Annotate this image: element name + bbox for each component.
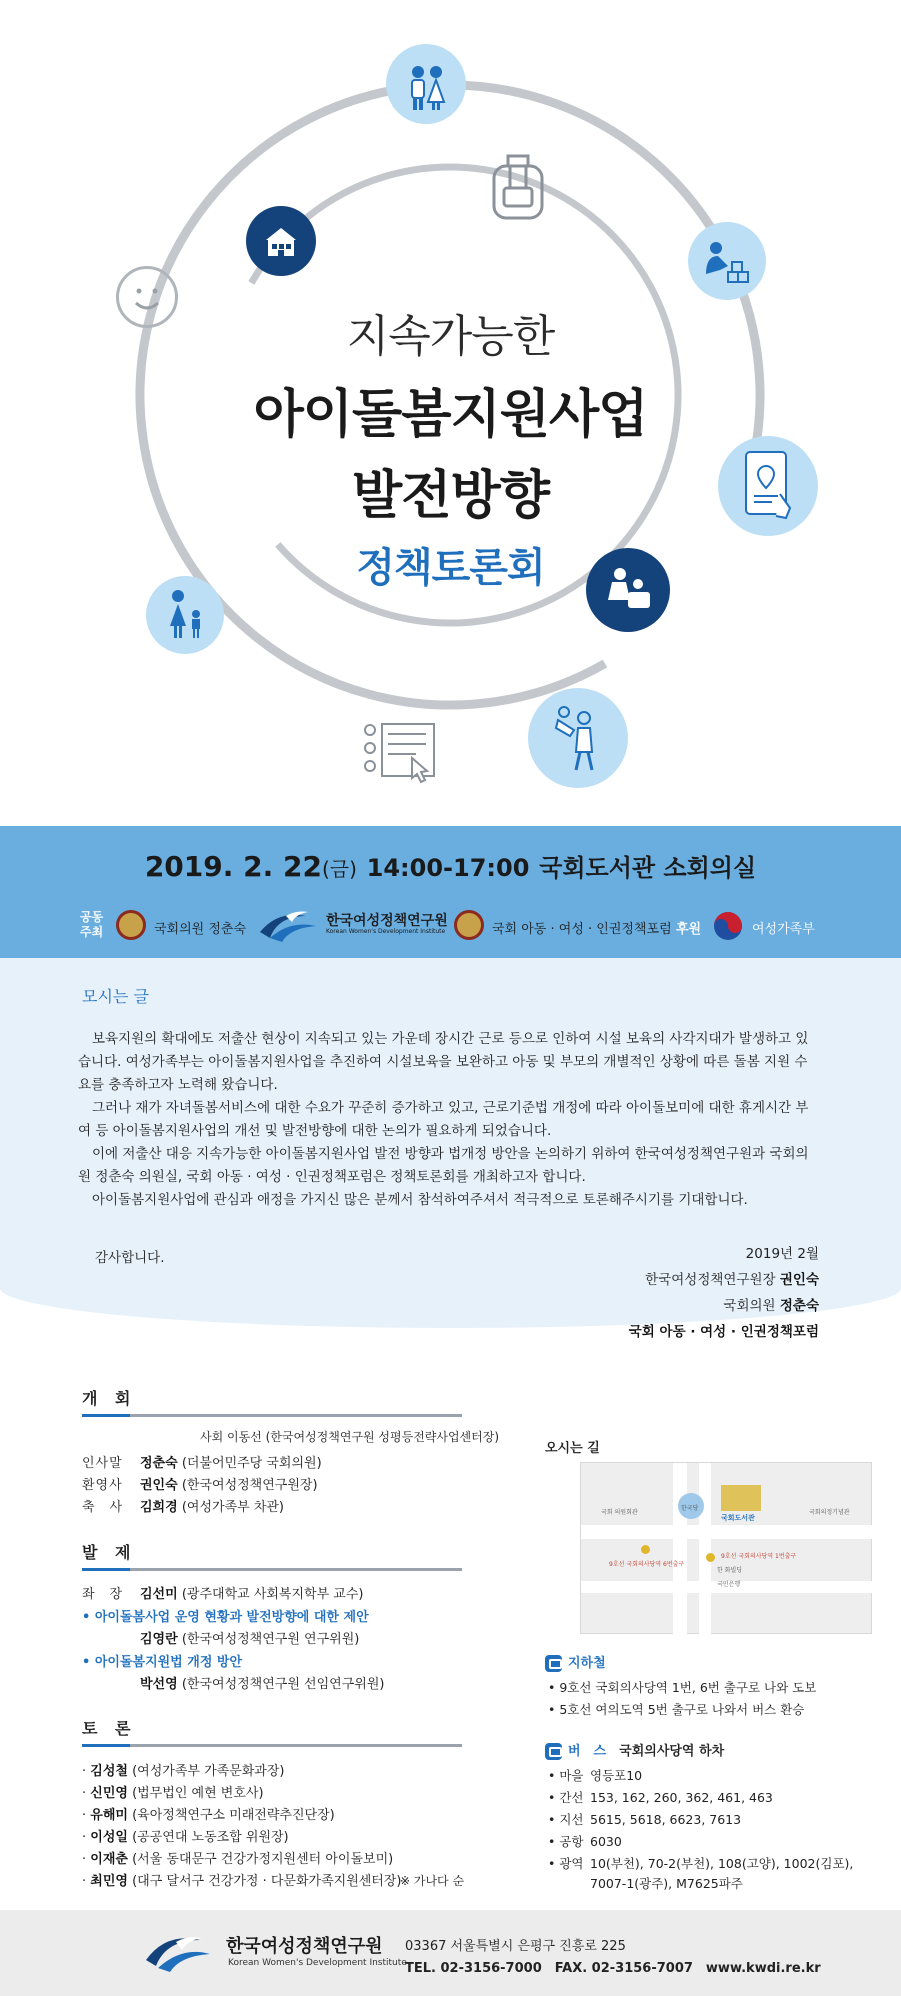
host-2-en: Korean Women's Development Institute xyxy=(326,928,446,935)
event-venue: 국회도서관 소회의실 xyxy=(539,854,757,882)
event-time: 14:00-17:00 xyxy=(366,854,530,882)
signer-3: 국회 아동 · 여성 · 인권정책포럼 xyxy=(628,1324,819,1340)
subway-heading: 지하철 xyxy=(545,1652,606,1672)
kwdi-footer-logo-icon xyxy=(142,1932,212,1974)
map-label: 국회도서관 xyxy=(721,1514,755,1522)
hero-section xyxy=(0,0,901,826)
invitation-section xyxy=(0,958,901,1340)
panelist: · 유해미 (육아정책연구소 미래전략추진단장) xyxy=(82,1808,335,1823)
presenter-2: 박선영 (한국여성정책연구원 선임연구위원) xyxy=(140,1677,385,1692)
panelist: · 김성철 (여성가족부 가족문화과장) xyxy=(82,1764,285,1779)
opening-heading: 개 회 xyxy=(82,1389,137,1408)
topic-2: • 아이돌봄지원법 개정 방안 xyxy=(82,1655,243,1670)
bus-route: • 광역 10(부천), 70-2(부천), 108(고양), 1002(김포), xyxy=(548,1856,854,1871)
topic-1: • 아이돌봄사업 운영 현황과 발전방향에 대한 제안 xyxy=(82,1610,369,1625)
checklist-icon xyxy=(360,718,440,790)
presenter-1: 김영란 (한국여성정책연구원 연구위원) xyxy=(140,1632,360,1647)
national-assembly-seal-icon xyxy=(116,910,146,940)
invitation-paragraph: 아이돌봄지원사업에 관심과 애정을 가지신 많은 분께서 참석하여주셔서 적극적으로 토론해주시기를 기대합니다. xyxy=(92,1192,748,1208)
discussion-rule xyxy=(82,1744,462,1747)
event-date: 2019. 2. 22 xyxy=(144,850,322,883)
title-line-4: 정책토론회 xyxy=(356,545,545,591)
opening-rule xyxy=(82,1414,462,1417)
bus-heading: 버 스 국회의사당역 하차 xyxy=(545,1740,724,1760)
opening-row-congrats: 축 사 김희경 (여성가족부 차관) xyxy=(82,1500,285,1515)
map-road xyxy=(581,1525,873,1539)
bus-route-cont: 7007-1(광주), M7625파주 xyxy=(590,1876,743,1891)
invitation-signature xyxy=(629,1241,819,1345)
invitation-date: 2019년 2월 xyxy=(745,1246,819,1262)
event-info-bar xyxy=(0,826,901,958)
bus-route: • 간선 153, 162, 260, 362, 461, 463 xyxy=(548,1790,773,1805)
cohost-label xyxy=(80,910,103,940)
presentation-rule xyxy=(82,1568,462,1571)
chair-row: 좌 장 김선미 (광주대학교 사회복지학부 교수) xyxy=(82,1587,364,1602)
bus-route: • 지선 5615, 5618, 6623, 7613 xyxy=(548,1812,742,1827)
sponsor: 여성가족부 xyxy=(752,922,815,937)
map-label: 한 화빌딩 xyxy=(717,1567,743,1574)
host-2: 한국여성정책연구원 xyxy=(326,913,448,929)
title-line-2: 아이돌봄지원사업 xyxy=(253,385,648,445)
title-line-1: 지속가능한 xyxy=(346,311,555,362)
host-3: 국회 아동 · 여성 · 인권정책포럼 xyxy=(492,922,672,937)
map-library-building-icon xyxy=(721,1485,761,1511)
footer xyxy=(0,1910,901,1996)
title-line-3: 발전방향 xyxy=(352,466,549,526)
blocks-play-icon xyxy=(688,222,766,300)
footer-org-name-en: Korean Women's Development Institute xyxy=(228,1958,407,1968)
subway-route: • 9호선 국회의사당역 1번, 6번 출구로 나와 도보 xyxy=(548,1680,817,1695)
cohost-label-2: 주최 xyxy=(80,925,104,939)
directions-title: 오시는 길 xyxy=(545,1441,600,1456)
footer-contact: TEL. 02-3156-7000 FAX. 02-3156-7007 www.kwdi.re.kr xyxy=(405,1961,821,1976)
invitation-paragraph: 보육지원의 확대에도 저출산 현상이 지속되고 있는 가운데 장시간 근로 등으로 인하여 시설 보육의 사각지대가 발생하고 있습니다. 여성가족부는 아이돌봄지원사업을 추진하여 시설보육을 보완하고 아동 및 부모의 개별적인 상황에 따른 돌봄 지원 수요를 충족하고자 노력해 왔습니다. xyxy=(78,1031,809,1093)
taegeuk-icon xyxy=(712,910,744,942)
invitation-paragraph: 그러나 재가 자녀돌봄서비스에 대한 수요가 꾸준히 증가하고 있고, 근로기준법 개정에 따라 아이돌보미에 대한 휴게시간 부여 등 아이돌봄지원사업의 개선 및 발전방향에 대한 논의가 필요하게 되었습니다. xyxy=(78,1100,809,1139)
subway-route: • 5호선 여의도역 5번 출구로 나와서 버스 환승 xyxy=(548,1702,805,1717)
panelist: · 신민영 (법무법인 예현 변호사) xyxy=(82,1786,264,1801)
signer-1: 한국여성정책연구원장 권인숙 xyxy=(645,1272,819,1288)
map-label: 국민은행 xyxy=(717,1581,741,1588)
map-subway-exit-icon xyxy=(706,1553,715,1562)
map-label: 한국당 xyxy=(681,1505,699,1512)
bus-route: • 마을 영등포10 xyxy=(548,1768,643,1783)
opening-row-greeting: 인사말 정춘숙 (더불어민주당 국회의원) xyxy=(82,1456,322,1471)
sponsor-label: 후원 xyxy=(676,922,702,937)
panelist: · 이성일 (공공연대 노동조합 위원장) xyxy=(82,1830,289,1845)
signer-2: 국회의원 정춘숙 xyxy=(723,1298,819,1314)
event-datetime xyxy=(0,848,901,883)
map-road xyxy=(699,1463,711,1635)
map-label: 국회의정기념관 xyxy=(809,1509,850,1516)
invitation-body xyxy=(78,1028,820,1212)
map-road xyxy=(673,1463,687,1635)
hero-title xyxy=(150,300,751,593)
school-icon xyxy=(246,206,316,276)
footer-org-name: 한국여성정책연구원 xyxy=(226,1936,383,1957)
panelist: · 이재춘 (서울 동대문구 건강가정지원센터 아이돌보미) xyxy=(82,1852,394,1867)
map-label: 9호선 국회의사당역 1번출구 xyxy=(721,1553,797,1560)
national-assembly-seal-icon-2 xyxy=(454,910,484,940)
map-subway-exit-icon xyxy=(641,1545,650,1554)
backpack-icon xyxy=(486,148,550,224)
kwdi-logo-icon xyxy=(256,908,322,944)
hosts-row xyxy=(0,906,901,946)
moderator: 사회 이동선 (한국여성정책연구원 성평등전략사업센터장) xyxy=(200,1430,500,1444)
children-icon xyxy=(386,44,466,124)
footer-address: 03367 서울특별시 은평구 진흥로 225 xyxy=(405,1939,626,1954)
cohost-label-1: 공동 xyxy=(80,910,104,924)
subway-icon xyxy=(545,1655,562,1672)
host-1: 국회의원 정춘숙 xyxy=(154,922,247,937)
map-label: 9호선 국회의사당역 6번출구 xyxy=(609,1561,685,1568)
parent-carry-child-icon xyxy=(528,688,628,788)
panelist: · 최민영 (대구 달서구 건강가정 · 다문화가족지원센터장) xyxy=(82,1874,402,1889)
event-day: (금) xyxy=(321,857,357,881)
bus-icon xyxy=(545,1743,562,1760)
invitation-paragraph: 이에 저출산 대응 지속가능한 아이돌봄지원사업 발전 방향과 법개정 방안을 논의하기 위하여 한국여성정책연구원과 국회의원 정춘숙 의원실, 국회 아동 · 여성 · 인권정책포럼은 정책토론회를 개최하고자 합니다. xyxy=(78,1146,809,1185)
map-label: 국회 의원회관 xyxy=(601,1509,638,1516)
presentation-heading: 발 제 xyxy=(82,1543,137,1562)
location-map[interactable] xyxy=(580,1462,872,1634)
bus-route: • 공항 6030 xyxy=(548,1834,622,1849)
order-note: ※ 가나다 순 xyxy=(400,1874,465,1888)
invitation-title: 모시는 글 xyxy=(82,987,149,1006)
discussion-heading: 토 론 xyxy=(82,1719,137,1738)
opening-row-welcome: 환영사 권인숙 (한국여성정책연구원장) xyxy=(82,1478,318,1493)
invitation-thanks: 감사합니다. xyxy=(95,1250,165,1266)
